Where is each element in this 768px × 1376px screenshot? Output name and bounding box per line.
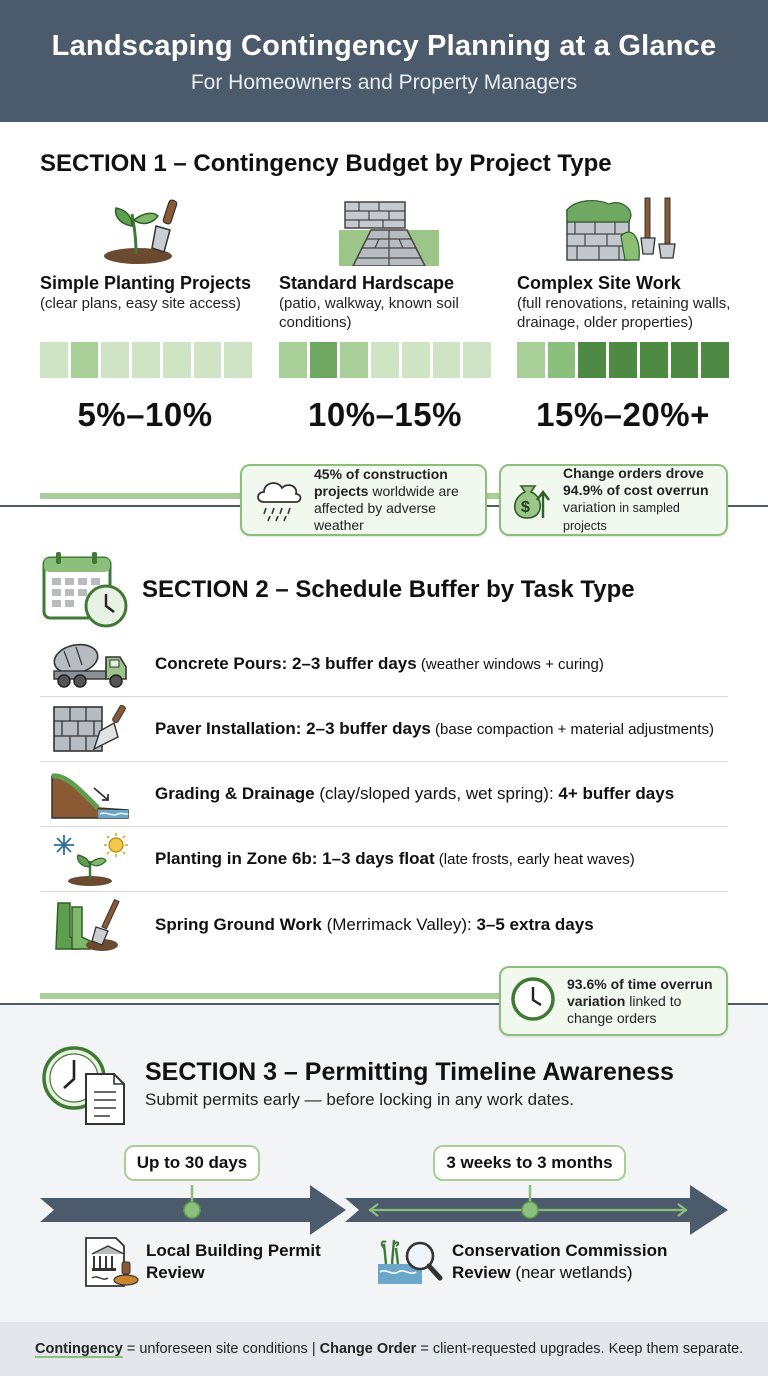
slope-drainage-icon bbox=[40, 764, 155, 824]
footer-note: Contingency = unforeseen site conditions | Change Order = client-requested upgrades. Keep them separate. bbox=[0, 1322, 768, 1376]
range-value: 15%–20%+ bbox=[536, 396, 710, 433]
money-bag-icon bbox=[509, 474, 555, 527]
task-normal: (base compaction + material adjustments) bbox=[430, 721, 714, 738]
stat-rest: linked to change orders bbox=[567, 992, 682, 1026]
task-normal: (weather windows + curing) bbox=[416, 656, 604, 673]
range-value: 10%–15% bbox=[308, 396, 462, 433]
task-bold: Spring Ground Work bbox=[155, 914, 322, 934]
stat-lead: 93.6% of time overrun variation bbox=[567, 975, 713, 1009]
term-contingency: Contingency bbox=[35, 1341, 123, 1357]
task-bold: Paver Installation: 2–3 buffer days bbox=[155, 719, 431, 738]
timeline-arrows bbox=[40, 1185, 730, 1240]
clock-icon bbox=[509, 975, 557, 1028]
project-desc: (clear plans, easy site access) bbox=[40, 295, 241, 312]
clock-document-icon bbox=[40, 1044, 130, 1133]
project-name: Complex Site Work bbox=[517, 273, 681, 293]
task-row bbox=[40, 632, 728, 697]
task-row bbox=[40, 892, 728, 957]
boots-shovel-icon bbox=[40, 895, 155, 955]
project-column-simple bbox=[40, 196, 270, 313]
stat-change-orders-time bbox=[499, 966, 728, 1036]
task-bold2: 4+ buffer days bbox=[558, 784, 675, 803]
task-row bbox=[40, 827, 728, 892]
page-subtitle: For Homeowners and Property Managers bbox=[190, 71, 578, 94]
section3-title: SECTION 3 – Permitting Timeline Awareness bbox=[145, 1058, 674, 1086]
task-bold: Concrete Pours: 2–3 buffer days bbox=[155, 654, 417, 673]
project-desc: (full renovations, retaining walls, drainage, older properties) bbox=[517, 295, 731, 331]
retaining-wall-tools-icon bbox=[565, 196, 685, 266]
svg-text:$: $ bbox=[521, 498, 530, 516]
project-column-hardscape bbox=[279, 196, 509, 332]
section3-subtitle: Submit permits early — before locking in any work dates. bbox=[145, 1090, 574, 1109]
task-bold: Planting in Zone 6b: 1–3 days float bbox=[155, 849, 435, 868]
stat-rest: variation bbox=[563, 499, 616, 515]
task-row bbox=[40, 697, 728, 762]
stat-change-orders-cost bbox=[499, 464, 728, 536]
project-column-complex bbox=[517, 196, 747, 332]
page-title: Landscaping Contingency Planning at a Glance bbox=[51, 30, 717, 62]
timeline-label-local: Local Building Permit Review bbox=[146, 1241, 321, 1282]
stat-tail: in sampled projects bbox=[563, 501, 680, 533]
project-desc: (patio, walkway, known soil conditions) bbox=[279, 295, 459, 331]
paver-walkway-icon bbox=[339, 196, 439, 266]
frost-sun-seedling-icon bbox=[40, 829, 155, 889]
duration-callout: 3 weeks to 3 months bbox=[433, 1145, 626, 1181]
contingency-bar-hardscape bbox=[279, 342, 491, 378]
contingency-bar-complex bbox=[517, 342, 729, 378]
wetland-magnifier-icon bbox=[376, 1234, 444, 1293]
calendar-clock-icon bbox=[42, 550, 128, 635]
task-normal: (clay/sloped yards, wet spring): bbox=[314, 784, 559, 803]
rain-cloud-icon bbox=[252, 474, 304, 527]
task-normal: (Merrimack Valley): bbox=[321, 914, 477, 934]
stat-lead: Change orders drove 94.9% of cost overrun bbox=[563, 465, 709, 498]
stat-weather bbox=[240, 464, 487, 536]
term-change-order: Change Order bbox=[319, 1341, 417, 1357]
section1-title: SECTION 1 – Contingency Budget by Project Type bbox=[40, 150, 612, 177]
task-bold: Grading & Drainage bbox=[155, 784, 315, 803]
task-normal: (late frosts, early heat waves) bbox=[434, 851, 635, 868]
building-permit-icon bbox=[84, 1236, 140, 1293]
header-banner bbox=[0, 0, 768, 122]
stat-lead: 45% of construction projects bbox=[314, 466, 448, 499]
paver-trowel-icon bbox=[40, 699, 155, 759]
task-row bbox=[40, 762, 728, 827]
range-value: 5%–10% bbox=[77, 396, 213, 433]
concrete-mixer-icon bbox=[40, 634, 155, 694]
contingency-bar-simple bbox=[40, 342, 252, 378]
stat-rest: worldwide are affected by adverse weather bbox=[314, 483, 459, 533]
section2-title: SECTION 2 – Schedule Buffer by Task Type bbox=[142, 576, 635, 603]
seedling-trowel-icon bbox=[98, 196, 198, 266]
project-name: Standard Hardscape bbox=[279, 273, 455, 293]
task-bold2: 3–5 extra days bbox=[476, 914, 594, 934]
duration-callout: Up to 30 days bbox=[124, 1145, 260, 1181]
project-name: Simple Planting Projects bbox=[40, 273, 252, 293]
timeline-label-conservation: Conservation Commission Review (near wetlands) bbox=[452, 1241, 668, 1282]
